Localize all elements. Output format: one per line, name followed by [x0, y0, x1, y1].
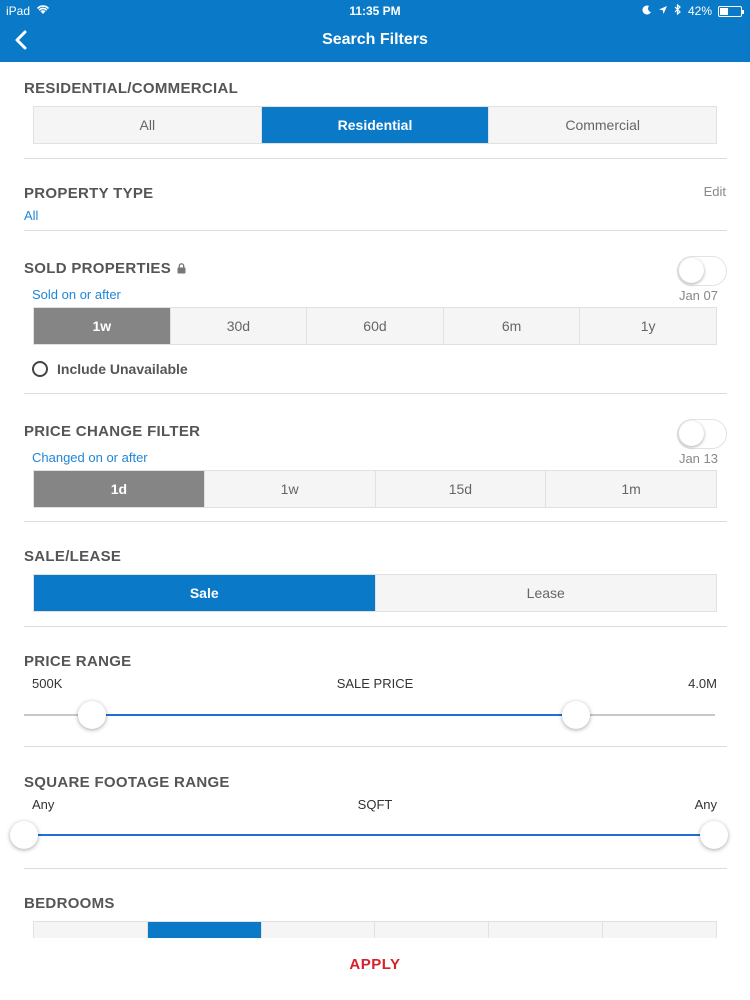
status-bar	[0, 0, 750, 22]
divider	[24, 521, 727, 522]
lock-icon	[177, 263, 186, 274]
sqft-range-title: SQUARE FOOTAGE RANGE	[24, 774, 230, 791]
price-option-1w[interactable]: 1w	[205, 471, 376, 507]
price-option-1d[interactable]: 1d	[34, 471, 205, 507]
property-type-value[interactable]: All	[24, 208, 39, 223]
price-max-thumb[interactable]	[562, 701, 590, 729]
sold-option-6m[interactable]: 6m	[444, 308, 581, 344]
price-slider-active-range	[92, 714, 576, 716]
toggle-knob	[679, 421, 704, 446]
option-sale[interactable]: Sale	[34, 575, 376, 611]
location-icon	[658, 4, 668, 18]
divider	[24, 746, 727, 747]
divider	[24, 868, 727, 869]
residential-commercial-title: RESIDENTIAL/COMMERCIAL	[24, 80, 239, 97]
price-range-title: PRICE RANGE	[24, 653, 132, 670]
sold-period-segmented-control	[33, 307, 717, 345]
sold-properties-header	[24, 260, 727, 277]
sale-lease-title: SALE/LEASE	[24, 548, 122, 565]
price-change-subtitle: Changed on or after	[32, 450, 148, 465]
sold-properties-date: Jan 07	[678, 288, 718, 303]
moon-icon	[642, 4, 652, 18]
status-time: 11:35 PM	[349, 4, 401, 18]
page-title: Search Filters	[322, 31, 428, 48]
price-change-date: Jan 13	[678, 451, 718, 466]
price-max-label: 4.0M	[688, 676, 717, 691]
price-change-segmented-control	[33, 470, 717, 508]
price-min-label: 500K	[32, 676, 63, 691]
battery-icon	[718, 6, 742, 17]
price-option-1m[interactable]: 1m	[621, 481, 641, 497]
divider	[24, 393, 727, 394]
sqft-slider-track[interactable]	[24, 834, 714, 836]
include-unavailable-label[interactable]: Include Unavailable	[57, 361, 188, 377]
option-residential[interactable]: Residential	[262, 107, 490, 143]
sold-properties-toggle[interactable]	[677, 256, 727, 286]
price-range-center-label: SALE PRICE	[336, 676, 414, 691]
battery-percent: 42%	[687, 4, 712, 18]
price-change-toggle[interactable]	[677, 419, 727, 449]
sold-option-60d[interactable]: 60d	[307, 308, 444, 344]
option-commercial[interactable]: Commercial	[565, 117, 641, 133]
toggle-knob	[679, 258, 704, 283]
sqft-max-thumb[interactable]	[700, 821, 728, 849]
residential-commercial-segmented-control	[33, 106, 717, 144]
bedrooms-title: BEDROOMS	[24, 895, 115, 912]
sold-option-1y[interactable]: 1y	[640, 318, 656, 334]
divider	[24, 158, 727, 159]
price-change-title: PRICE CHANGE FILTER	[24, 423, 201, 440]
price-min-thumb[interactable]	[78, 701, 106, 729]
sold-option-30d[interactable]: 30d	[171, 308, 308, 344]
sold-properties-subtitle: Sold on or after	[32, 287, 121, 302]
sqft-center-label: SQFT	[357, 797, 393, 812]
apply-button[interactable]: APPLY	[349, 956, 401, 973]
divider	[24, 230, 727, 231]
navigation-bar	[0, 0, 750, 62]
bluetooth-icon	[674, 4, 682, 18]
edit-button[interactable]: Edit	[703, 184, 726, 199]
device-name: iPad	[6, 4, 31, 18]
divider	[24, 626, 727, 627]
sale-lease-segmented-control	[33, 574, 717, 612]
sqft-max-label: Any	[694, 797, 717, 812]
include-unavailable-radio[interactable]	[32, 361, 48, 377]
price-option-15d[interactable]: 15d	[376, 471, 547, 507]
option-lease[interactable]: Lease	[526, 585, 565, 601]
sold-option-1w[interactable]: 1w	[34, 308, 171, 344]
sold-properties-title: SOLD PROPERTIES	[24, 260, 172, 277]
sqft-min-label: Any	[32, 797, 55, 812]
option-all[interactable]: All	[34, 107, 262, 143]
sqft-min-thumb[interactable]	[10, 821, 38, 849]
property-type-title: PROPERTY TYPE	[24, 185, 154, 202]
